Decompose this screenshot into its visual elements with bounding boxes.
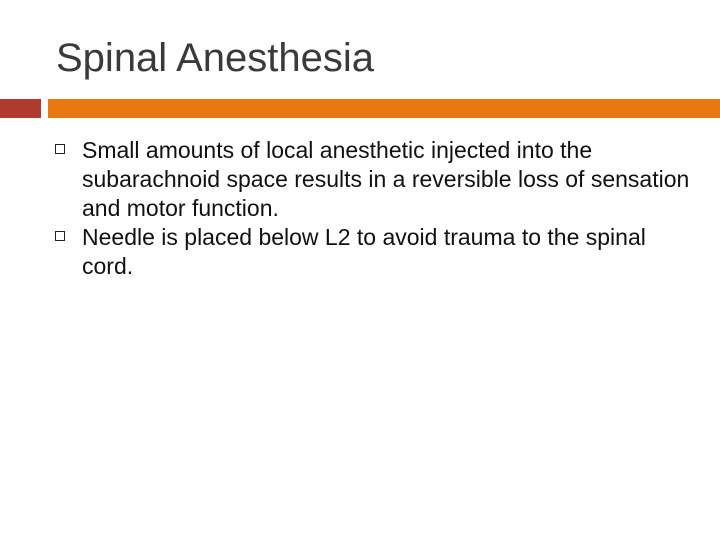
title-accent-bar-orange bbox=[48, 99, 720, 118]
slide-title: Spinal Anesthesia bbox=[56, 36, 375, 80]
bullet-item bbox=[0, 223, 720, 281]
square-bullet-icon bbox=[55, 231, 65, 241]
bullet-item bbox=[0, 136, 720, 223]
bullet-text: Small amounts of local anesthetic injected into the subarachnoid space results in a reversible loss of sensation and motor function. bbox=[82, 137, 690, 221]
title-accent-bar-red bbox=[0, 99, 41, 118]
bullet-list bbox=[0, 136, 720, 281]
square-bullet-icon bbox=[55, 144, 65, 154]
bullet-text: Needle is placed below L2 to avoid trauma to the spinal cord. bbox=[82, 224, 646, 279]
